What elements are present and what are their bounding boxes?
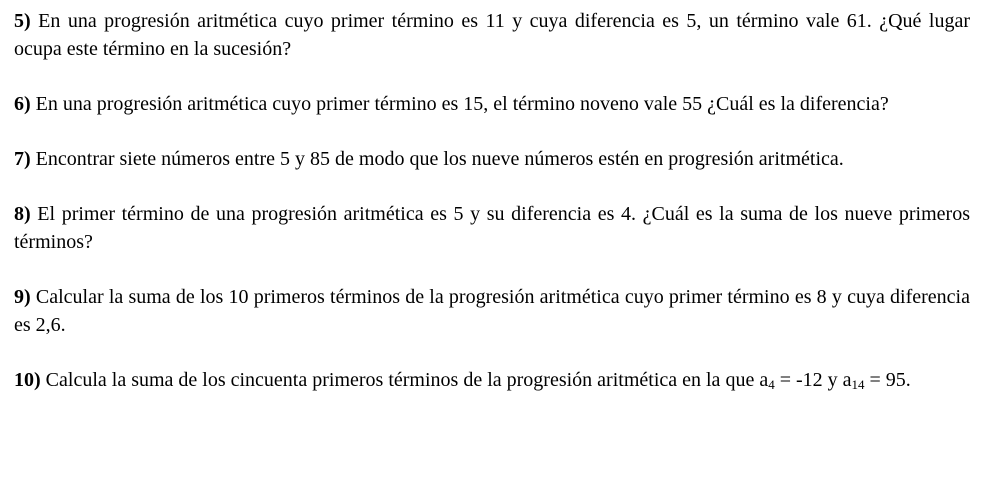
problem-text: Encontrar siete números entre 5 y 85 de modo que los nueve números estén en progresión aritmética.	[30, 148, 844, 170]
problem-number: 9)	[14, 286, 31, 308]
problem-text: El primer término de una progresión aritmética es 5 y su diferencia es 4. ¿Cuál es la suma de los nueve primeros términos?	[14, 203, 970, 253]
subscript-index: 14	[851, 377, 865, 392]
problem-text: En una progresión aritmética cuyo primer término es 11 y cuya diferencia es 5, un término vale 61. ¿Qué lugar ocupa este término en la sucesión?	[14, 10, 970, 60]
problem-text: = -12 y a	[774, 369, 852, 391]
exercise-list	[14, 7, 970, 421]
problem-text: Calcula la suma de los cincuenta primeros términos de la progresión aritmética en la que a	[40, 369, 769, 391]
problem-7	[14, 145, 970, 173]
problem-text: En una progresión aritmética cuyo primer término es 15, el término noveno vale 55 ¿Cuál es la diferencia?	[30, 93, 889, 115]
problem-number: 8)	[14, 203, 31, 225]
subscript-index: 4	[768, 377, 775, 392]
problem-9	[14, 283, 970, 339]
problem-10	[14, 366, 970, 394]
problem-8	[14, 200, 970, 256]
problem-number: 6)	[14, 93, 31, 115]
problem-number: 10)	[14, 369, 41, 391]
problem-text: Calcular la suma de los 10 primeros términos de la progresión aritmética cuyo primer término es 8 y cuya diferencia es 2,6.	[14, 286, 970, 336]
problem-text: = 95.	[864, 369, 911, 391]
problem-5	[14, 7, 970, 63]
problem-6	[14, 90, 970, 118]
problem-number: 7)	[14, 148, 31, 170]
problem-number: 5)	[14, 10, 31, 32]
